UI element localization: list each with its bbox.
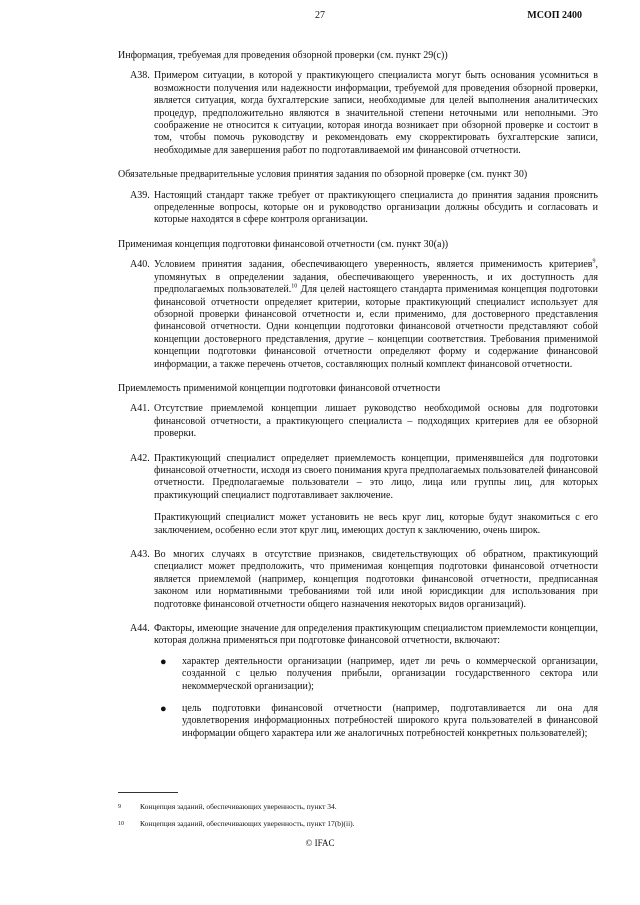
paragraph-text-part: Практикующий специалист может установить не весь круг лиц, которые будут знакомиться с его заключением, особенно если этот круг лиц, имеющих доступ к заключению, очень широк. [154, 512, 598, 536]
paragraph-number: A42. [130, 452, 150, 464]
paragraph-text: Примером ситуации, в которой у практикующего специалиста могут быть основания усомниться в возможности получения или надежности информации, требуемой для проведения обзорной проверки, является ситуация, когда бухгалтерские записи, необходимые для целей выполнения аналитических процедур, предположительно являются в значительной степени неточными или неполными. Это соображение не относится к ситуации, которая иногда возникает при обзорной проверке и состоит в том, чтобы помочь руководству и рекомендовать ему скорректировать бухгалтерские записи, необходимые для завершения работ по подготавливаемой им финансовой отчетности. [154, 70, 598, 156]
paragraph-text-part: Практикующий специалист определяет приемлемость концепции, применявшейся для подготовки финансовой отчетности, исходя из своего понимания круга предполагаемых пользователей финансовой отчетности. Предполагаемые пользователи – это лицо, лица или группы лиц, для которых практикующий специалист подготавливает заключение. [154, 452, 598, 501]
paragraph-a40 [118, 259, 598, 371]
paragraph-text [154, 259, 598, 371]
section-heading: Приемлемость применимой концепции подготовки финансовой отчетности [118, 382, 441, 394]
list-item-text: цель подготовки финансовой отчетности (например, подготавливается ли она для удовлетворения информационных потребностей широкого круга пользователей в финансовой информации общего характера или же аналогичных потребностей конкретных пользователей); [182, 703, 598, 739]
paragraph-body [154, 623, 598, 750]
copyright: © IFAC [305, 838, 335, 848]
list-item [154, 703, 598, 740]
list-item [154, 656, 598, 693]
list-item-text: характер деятельности организации (например, идет ли речь о коммерческой организации, созданной с целью получения прибыли, организации государственного сектора или некоммерческой организации); [182, 655, 598, 692]
paragraph-number: A40. [130, 259, 150, 271]
footnote-text: Концепция заданий, обеспечивающих уверенность, пункт 17(b)(ii). [140, 819, 355, 828]
paragraph-text: Настоящий стандарт также требует от практикующего специалиста до принятия задания прояснить определенные вопросы, которые он и руководство организации должны обсудить и согласовать и которые находятся в сфере контроля организации. [154, 189, 598, 226]
footnote-10 [118, 819, 598, 829]
section-heading: Применимая концепция подготовки финансовой отчетности (см. пункт 30(а)) [118, 238, 449, 250]
paragraph-a39 [118, 190, 598, 227]
paragraph-number: A43. [130, 549, 150, 560]
section-heading: Информация, требуемая для проведения обзорной проверки (см. пункт 29(с)) [118, 50, 448, 61]
bullet-icon: ● [160, 703, 167, 716]
paragraph-a44 [118, 623, 598, 750]
footnotes [118, 802, 598, 836]
footnote-number: 9 [118, 804, 121, 810]
footnote-9 [118, 802, 598, 812]
footnote-ref-9[interactable]: 9 [592, 258, 596, 265]
paragraph-text-part: Условием принятия задания, обеспечивающего уверенность, является применимость критериев [154, 259, 593, 271]
paragraph-text-part: Для целей настоящего стандарта применимая концепция подготовки финансовой отчетности определяет критерии, которые практикующий специалист использует для обзорной проверки финансовой отчетности и, если применимо, для достоверного представления финансовой отчетности. Одни концепции подготовки финансовой отчетности представляют собой концепции достоверного представления, другие – концепции соответствия. Требования применимой концепции подготовки финансовой отчетности определяют форму и содержание финансовой информации, а также перечень отчетов, составляющих полный комплект финансовой отчетности. [154, 284, 598, 370]
standard-code: МСОП 2400 [527, 10, 582, 21]
page-number: 27 [315, 10, 325, 21]
section-heading: Обязательные предварительные условия принятия задания по обзорной проверке (см. пункт 30) [118, 169, 528, 181]
footnote-ref-10[interactable]: 10 [291, 283, 298, 290]
paragraph-text: Во многих случаях в отсутствие признаков, свидетельствующих об обратном, практикующий специалист может предположить, что применимая концепция подготовки финансовой отчетности является приемлемой (например, концепция подготовки финансовой отчетности, предписанная законом или нормативными требованиями той или иной юрисдикции для использования при подготовке финансовой отчетности общего назначения некоторых видов организаций). [154, 549, 598, 610]
paragraph-text: Отсутствие приемлемой концепции лишает руководство необходимой основы для подготовки финансовой отчетности, а практикующего специалиста – подходящих критериев для ее обзорной проверки. [154, 403, 598, 440]
footnote-divider [118, 792, 178, 793]
paragraph-number: A38. [130, 70, 150, 82]
paragraph-text: Факторы, имеющие значение для определения практикующим специалистом приемлемости концепции, которая должна применяться при подготовке финансовой отчетности, включают: [154, 623, 598, 647]
bullet-list [154, 656, 598, 740]
paragraph-number: A39. [130, 189, 150, 201]
paragraph-number: A41. [130, 403, 150, 415]
document-body [118, 50, 598, 762]
paragraph-a42 [118, 453, 598, 537]
footnote-text: Концепция заданий, обеспечивающих уверенность, пункт 34. [140, 802, 337, 811]
paragraph-a38 [118, 70, 598, 157]
footnote-number: 10 [118, 821, 124, 827]
paragraph-a43 [118, 549, 598, 611]
paragraph-text [154, 453, 598, 537]
bullet-icon: ● [160, 655, 167, 668]
paragraph-text-part: , упомянутых в определении задания, обеспечивающего уверенность, и их доступность для предполагаемых пользователей. [154, 259, 598, 296]
paragraph-a41 [118, 403, 598, 440]
paragraph-number: A44. [130, 623, 150, 635]
